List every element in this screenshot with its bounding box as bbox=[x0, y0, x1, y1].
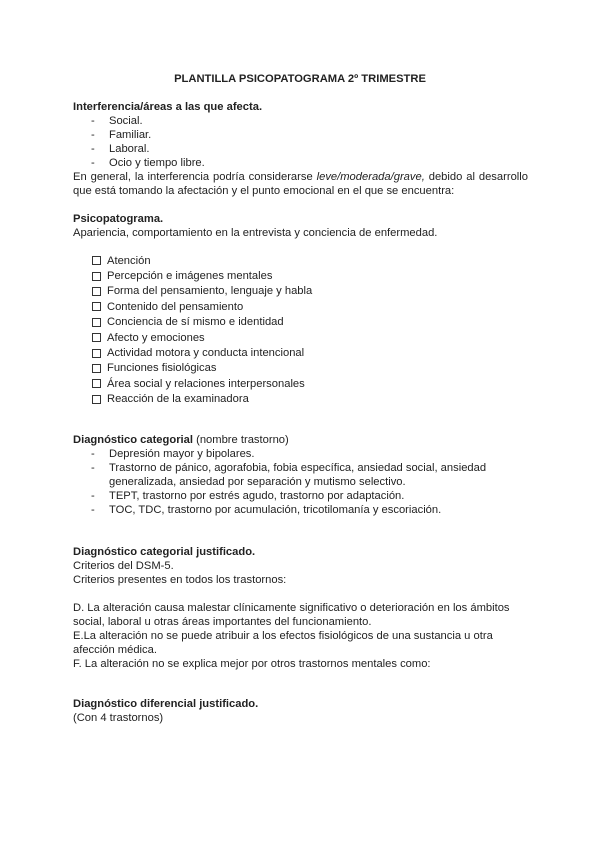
checkbox-item[interactable]: Funciones fisiológicas bbox=[73, 361, 528, 376]
diagnostico-diferencial-section bbox=[73, 697, 528, 725]
checkbox-item[interactable]: Afecto y emociones bbox=[73, 330, 528, 345]
checkbox-icon[interactable] bbox=[92, 379, 101, 388]
page-title: PLANTILLA PSICOPATOGRAMA 2º TRIMESTRE bbox=[174, 73, 426, 85]
criterio-e: E.La alteración no se puede atribuir a los efectos fisiológicos de una sustancia u otra afección médica. bbox=[73, 630, 493, 656]
checkbox-icon[interactable] bbox=[92, 272, 101, 281]
psicopatograma-heading: Psicopatograma. bbox=[73, 213, 164, 225]
checkbox-item[interactable]: Contenido del pensamiento bbox=[73, 299, 528, 314]
psicopatograma-checklist bbox=[73, 253, 528, 407]
checkbox-item[interactable]: Forma del pensamiento, lenguaje y habla bbox=[73, 284, 528, 299]
checkbox-item[interactable]: Actividad motora y conducta intencional bbox=[73, 345, 528, 360]
checkbox-icon[interactable] bbox=[92, 395, 101, 404]
diagnostico-justificado-section bbox=[73, 545, 528, 671]
checkbox-item[interactable]: Reacción de la examinadora bbox=[73, 392, 528, 407]
criterio-f: F. La alteración no se explica mejor por otros trastornos mentales como: bbox=[73, 658, 431, 670]
checkbox-item[interactable]: Conciencia de sí mismo e identidad bbox=[73, 315, 528, 330]
interferencia-paragraph: En general, la interferencia podría considerarse leve/moderada/grave, debido al desarrollo que está tomando la afectación y el punto emocional en el que se encuentra: bbox=[73, 171, 528, 197]
interferencia-section bbox=[73, 100, 528, 198]
interferencia-list bbox=[73, 114, 528, 170]
criterios-line: Criterios del DSM-5. bbox=[73, 560, 174, 572]
list-item: - Ocio y tiempo libre. bbox=[91, 157, 205, 169]
checkbox-icon[interactable] bbox=[92, 318, 101, 327]
list-item: - Depresión mayor y bipolares. bbox=[91, 448, 255, 460]
interferencia-heading: Interferencia/áreas a las que afecta. bbox=[73, 101, 263, 113]
checkbox-icon[interactable] bbox=[92, 333, 101, 342]
diagnostico-categorial-heading: Diagnóstico categorial (nombre trastorno) bbox=[73, 434, 289, 446]
diagnostico-categorial-section bbox=[73, 433, 528, 517]
list-item: - Familiar. bbox=[91, 129, 152, 141]
checkbox-icon[interactable] bbox=[92, 256, 101, 265]
psicopatograma-subtitle: Apariencia, comportamiento en la entrevista y conciencia de enfermedad. bbox=[73, 227, 438, 239]
list-item: - Laboral. bbox=[91, 143, 150, 155]
checkbox-icon[interactable] bbox=[92, 349, 101, 358]
diagnostico-justificado-heading: Diagnóstico categorial justificado. bbox=[73, 546, 256, 558]
list-item: - Social. bbox=[91, 115, 143, 127]
psicopatograma-section bbox=[73, 212, 528, 407]
diagnostico-diferencial-note: (Con 4 trastornos) bbox=[73, 712, 164, 724]
checkbox-icon[interactable] bbox=[92, 287, 101, 296]
list-item: - TOC, TDC, trastorno por acumulación, tricotilomanía y escoriación. bbox=[91, 504, 442, 516]
checkbox-icon[interactable] bbox=[92, 302, 101, 311]
diagnostico-categorial-list bbox=[73, 447, 528, 517]
list-item: - Trastorno de pánico, agorafobia, fobia específica, ansiedad social, ansiedad generalizada, ansiedad por separación y mutismo selectivo. bbox=[91, 462, 487, 488]
diagnostico-diferencial-heading: Diagnóstico diferencial justificado. bbox=[73, 698, 259, 710]
criterios-presentes-line: Criterios presentes en todos los trastornos: bbox=[73, 574, 287, 586]
checkbox-icon[interactable] bbox=[92, 364, 101, 373]
list-item: - TEPT, trastorno por estrés agudo, trastorno por adaptación. bbox=[91, 490, 405, 502]
criterio-d: D. La alteración causa malestar clínicamente significativo o deterioración en los ámbitos social, laboral u otras áreas importantes del funcionamiento. bbox=[73, 602, 510, 628]
checkbox-item[interactable]: Atención bbox=[73, 253, 528, 268]
checkbox-item[interactable]: Área social y relaciones interpersonales bbox=[73, 376, 528, 391]
checkbox-item[interactable]: Percepción e imágenes mentales bbox=[73, 268, 528, 283]
